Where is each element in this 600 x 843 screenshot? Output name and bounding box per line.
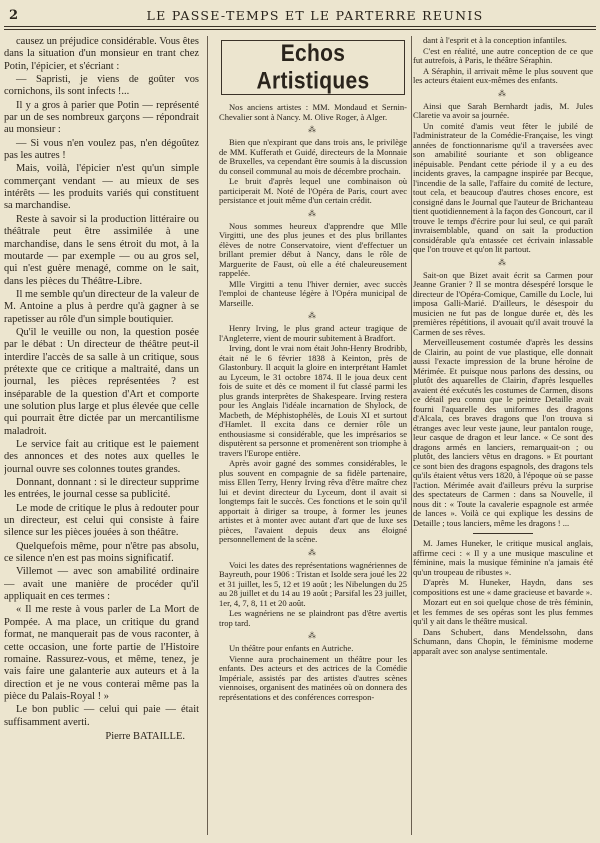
paragraph: Le bruit d'après lequel une combinaison où participerait M. Noté de l'Opéra de Paris, court avec persistance et jouit même d'un certain crédit. — [219, 176, 407, 205]
column-left — [4, 36, 199, 836]
news-item — [413, 36, 593, 86]
paragraph: M. James Huneker, le critique musical anglais, affirme ceci : « Il y a une musique masculine et féminine, mais la musique féminine n'a jamais été qu'un troupeau de ribustes ». — [413, 538, 593, 577]
paragraph: Dans Schubert, dans Mendelssohn, dans Schumann, dans Chopin, le féminisme moderne apparaît avec son analyse sentimentale. — [413, 626, 593, 656]
asterism-separator: ⁂ — [308, 125, 318, 134]
column-divider — [207, 36, 208, 835]
news-item — [219, 138, 407, 206]
paragraph: Un comité d'amis veut fêter le jubilé de l'administrateur de la Comédie-Française, les vingt années de fonctionnarisme qu'il a traversées avec son amabilité souriante et son obligeance inépuisable. Pendant cette période il y a eu des incidents graves, la campagne inspirée par Becque, l'incendie de la salle, l'affaire du comité de lecture, tout cela, et beaucoup d'autres choses encore, est consigné dans le Journal que l'auteur de Brichanteau tient quotidiennement à la façon des Goncourt, car il trouve le temps d'écrire pour lui seul, ce qui paraît invraisemblable, quand on sait la production considérable qu'a entassée cet écrivain inlassable que l'on trouve et qu'on lit partout. — [413, 120, 593, 254]
paragraph: Nous sommes heureux d'apprendre que Mlle Virgitti, une des plus jeunes et des plus brillantes élèves de notre Conservatoire, vient d'effectuer un brillant premier début à Nancy, dans le rôle de Marguerite de Faust, où elle a été chaleureusement rappelée. — [219, 220, 407, 278]
paragraph: Le service fait au critique est le paiement des annonces et des notes aux quelles le journal ouvre ses colonnes toutes grandes. — [4, 439, 199, 475]
running-title: LE PASSE-TEMPS ET LE PARTERRE REUNIS — [146, 8, 484, 23]
paragraph: dant à l'esprit et à la conception infantiles. — [423, 36, 567, 45]
paragraph: Reste à savoir si la production littéraire ou théâtrale peut être assimilée à une marchandise, dans le sens étroit du mot, à la moutarde — par exemple — ou au gros sel, qui n'est guère menagé, comme on le sait, dans les pièces du Théâtre-Libre. — [4, 213, 199, 287]
asterism-separator: ⁂ — [308, 208, 318, 218]
asterism-separator: ⁂ — [308, 547, 318, 557]
paragraph: Vienne aura prochainement un théâtre pour les enfants. Des acteurs et des actrices de la Comédie Impériale, assistés par des artistes d'autres scènes viennoises, organisent des matinées où on donnera des représentations et des conférences correspon- — [219, 653, 407, 702]
column-right — [413, 36, 593, 828]
news-item — [219, 222, 407, 309]
paragraph: A Séraphin, il arrivait même le plus souvent que les acteurs étaient eux-mêmes des enfants. — [413, 65, 593, 85]
paragraph: Le mode de critique le plus à redouter pour un directeur, est celui qui consiste à faire silence sur les pièces jouées à son théâtre. — [4, 502, 199, 539]
asterism-separator: ⁂ — [308, 311, 318, 320]
asterism-separator: ⁂ — [498, 257, 508, 267]
paragraph: Irving, dont le vrai nom était John-Henry Brodribb, était né le 6 février 1838 à Keinton, près de Glastonbury. Il acquit la gloire en interprétant Hamlet au Lyceum, le 31 octobre 1874. Il le joua deux cent fois de suite et dès ce moment il fut classé parmi les plus grands interprètes de Shakespeare. Irving restera pour les Anglais l'idéale incarnation de Shylock, de Macbeth, de Méphistophélès, de Louis XI et surtout d'Hamlet. Il excita dans ce dernier rôle un enthousiasme si considérable, que les imprésarios se disputèrent sa personne et promenèrent son triomphe à travers l'Europe entière. — [219, 343, 407, 458]
paragraph: Mozart eut en soi quelque chose de très féminin, et les femmes de ses opéras sont les plus femmes qu'il y ait dans le théâtre musical. — [413, 597, 593, 626]
paragraph: Qu'il le veuille ou non, la question posée par le débat : Un directeur de théâtre peut-il interdire l'accès de sa salle à un critique, sous prétexte que ce critique a maltraité, dans un journal, les pièces représentées ? est inséparable de la question d'Art et comporte une solution plus large et plus élevée que celle qui pourrait être dictée par un mercantilisme maladroit. — [4, 326, 199, 437]
paragraph: Il me semble qu'un directeur de la valeur de M. Antoine a plus à perdre qu'à gagner à se rapetisser au rôle d'un simple boutiquier. — [4, 288, 199, 325]
news-item — [413, 539, 593, 656]
column-divider — [411, 36, 412, 835]
page-header — [0, 6, 600, 28]
paragraph: Merveilleusement costumée d'après les dessins de Clairin, au point de vue plastique, elle donnait aussi l'exacte impression de la brune héroïne de Mérimée. Et puisque nous parlons des dessins, ou plutôt des aquarelles de Clairin, d'après lesquelles avaient été exécutés les costumes de Carmen, disons ce détail peu connu que le peintre Detaille avait fourni l'aquarelle des uniformes des dragons d'Alcala, ces braves dragons que l'on trouva si étranges avec leur veste jaune, leur pantalon rouge, leur casque de dragon et leur lance. « Ce sont des dragons armés en lanciers, remarquait-on ; ou plutôt, des lanciers vêtus en dragons. » Et pourtant ce sont bien des dragons espagnols, des dragons tels qu'ils étaient vêtus vers 1820, à l'époque où se passe l'action. Mérimée avait d'ailleurs prévu la surprise des spectateurs de Carmen : dans sa Nouvelle, il nous dit : « Toute la cavalerie espagnole est armée de lances ». Voilà ce qui explique les dessins de Detaille ; tous lanciers, même les dragons ! ... — [413, 337, 593, 528]
paragraph: Mlle Virgitti a tenu l'hiver dernier, avec succès l'emploi de chanteuse légère à l'Opéra municipal de Marseille. — [219, 278, 407, 308]
section-title: Echos Artistiques — [256, 40, 370, 95]
paragraph: causez un préjudice considérable. Vous êtes dans la situation d'un monsieur en trant chez Potin, l'épicier, et s'écriant : — [4, 36, 199, 72]
paragraph: D'après M. Huneker, Haydn, dans ses compositions est une « dame gracieuse et bavarde ». — [413, 577, 593, 597]
paragraph: Le bon public — celui qui paie — était suffisamment averti. — [4, 704, 199, 728]
paragraph: Voici les dates des représentations wagnériennes de Bayreuth, pour 1906 : Tristan et Isolde sera joué les 22 et 31 juillet, les 5, 12 et 19 août ; les Nibelungen du 25 au 28 juillet et du 14 au 19 août ; Parsifal les 23 juillet, 1er, 4, 7, 8, 11 et 20 août. — [219, 559, 407, 608]
header-rule — [4, 26, 596, 27]
news-item — [413, 102, 593, 255]
paragraph: Donnant, donnant : si le directeur supprime les entrées, le journal cesse sa publicité. — [4, 477, 199, 501]
paragraph: — Si vous n'en voulez pas, n'en dégoûtez pas les autres ! — [4, 137, 199, 162]
asterism-separator: ⁂ — [498, 88, 508, 98]
section-divider — [473, 533, 533, 534]
column-middle — [219, 36, 407, 826]
paragraph: Les wagnériens ne se plaindront pas d'être avertis trop tard. — [219, 608, 407, 628]
paragraph: Après avoir gagné des sommes considérables, le plus souvent en compagnie de sa fidèle partenaire, miss Ellen Terry, Henry Irving rêva d'être maître chez lui et devint directeur du Lyceum, dont il avait si longtemps fait le succès. Ces fonctions et le soin qu'il apportait à diriger sa troupe, à former les jeunes artistes et à monter avec autant d'art que de luxe ses pièces, l'avaient depuis deux ans éloigné personnellement de la scène. — [219, 458, 407, 544]
paragraph: Villemot — avec son amabilité ordinaire — avait une manière de procéder qu'il appliquait en ces termes : — [4, 566, 199, 603]
page-number: 2 — [9, 8, 19, 23]
paragraph: Henry Irving, le plus grand acteur tragique de l'Angleterre, vient de mourir subitement à Bradfort. — [219, 323, 407, 343]
news-item — [219, 324, 407, 545]
header-rule-double — [4, 29, 596, 30]
paragraph: Nos anciens artistes : MM. Mondaud et Sernin-Chevalier sont à Nancy. M. Olive Roger, à Alger. — [219, 102, 407, 122]
paragraph: Un théâtre pour enfants en Autriche. — [229, 643, 354, 653]
paragraph: Bien que n'expirant que dans trois ans, le privilège de MM. Kufferath et Guidé, directeurs de la Monnaie de Bruxelles, va cependant être soumis à la discussion du conseil communal au mois de décembre prochain. — [219, 137, 407, 176]
news-item — [219, 561, 407, 629]
author-signature: Pierre BATAILLE. — [105, 730, 185, 742]
section-title-box — [221, 40, 405, 95]
paragraph: Sait-on que Bizet avait écrit sa Carmen pour Jeanne Granier ? Il se montra désespéré lorsque le directeur de l'Opéra-Comique, Camille du Locle, lui imposa Galli-Marié. D'ailleurs, le désespoir du musicien ne fut pas de longue durée et, dès les premières répétitions, il avouait qu'il avait trouvé la Carmen de ses rêves. — [413, 269, 593, 337]
news-item — [413, 271, 593, 529]
paragraph: C'est en réalité, une autre conception de ce que fut autrefois, à Paris, le théâtre Séraphin. — [413, 45, 593, 65]
paragraph: Ainsi que Sarah Bernhardt jadis, M. Jules Claretie va avoir sa journée. — [413, 100, 593, 120]
paragraph: — Sapristi, je viens de goûter vos cornichons, ils sont infects !... — [4, 74, 199, 98]
paragraph: « Il me reste à vous parler de La Mort de Pompée. A ma place, un critique du grand format, ne manquerait pas de vous raconter, à cette occasion, une forte partie de l'Histoire romaine. Rassurez-vous, et même, tenez, je vais faire une galanterie aux auteurs et à la direction et je ne vous conterai même pas la pièce du Palais-Royal ! » — [4, 604, 199, 702]
paragraph: Mais, voilà, l'épicier n'est qu'un simple commerçant vendant — au mieux de ses intérêts — les produits variés qui constituent sa marchandise. — [4, 163, 199, 212]
news-item — [219, 644, 407, 702]
paragraph: Quelquefois même, pour n'être pas absolu, ce silence n'en est pas moins significatif. — [4, 540, 199, 565]
paragraph: Il y a gros à parier que Potin — représenté par un de ses nombreux garçons — répondrait au monsieur : — [4, 99, 199, 136]
asterism-separator: ⁂ — [308, 631, 318, 640]
news-item — [219, 103, 407, 122]
